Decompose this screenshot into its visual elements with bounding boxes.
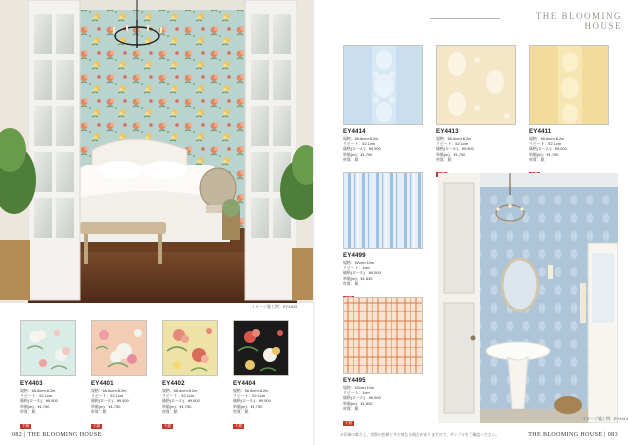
page-footer-left: 082 | THE BLOOMING HOUSE [12,432,102,438]
product-code: EY4413 [436,128,459,135]
spec-roll-price: 価格(ロール)：¥9,500 [343,146,381,152]
bathroom-photo [438,173,618,423]
spec-material: 材質：紙 [343,280,359,286]
spec-ey4403 [20,380,58,432]
floral-pattern-icon [21,321,76,376]
floral-pattern-icon [163,321,218,376]
spec-material: 材質：紙 [436,156,452,162]
spec-unit-price: 単価(m)：¥1,830 [343,400,373,406]
swatch-ey4411[interactable] [529,45,609,125]
product-code: EY4401 [91,380,114,387]
spec-unit-price: 単価(m)：¥1,750 [20,403,50,409]
damask-pattern-icon [437,46,516,125]
spec-material: 材質：紙 [343,156,359,162]
spec-size: 規格：66.6cm×8.2m [20,388,56,393]
nonflammable-badge: 不燃 [345,421,352,426]
nonflammable-badge: 不燃 [235,424,242,429]
spec-roll-price: 価格(ロール)：¥9,500 [436,146,474,152]
page-footer-right: THE BLOOMING HOUSE | 083 [528,432,618,438]
damask-pattern-icon [530,46,609,125]
product-code: EY4403 [20,380,43,387]
spec-size: 規格：66.6cm×8.2m [233,388,269,393]
floral-pattern-icon [92,321,147,376]
floral-pattern-icon [234,321,289,376]
spec-size: 規格：66.6cm×8.2m [436,136,472,141]
spec-repeat: リピート：52.1cm [343,141,376,147]
swatch-ey4414[interactable] [343,45,423,125]
spec-size: 規格：66.6cm×8.2m [529,136,565,141]
swatch-ey4499[interactable] [343,172,423,249]
swatch-ey4404[interactable] [233,320,289,376]
spec-material: 材質：紙 [233,408,249,414]
spec-unit-price: 単価(m)：¥1,750 [91,403,121,409]
nonflammable-badge: 不燃 [164,424,171,429]
swatch-ey4401[interactable] [91,320,147,376]
product-code: EY4495 [343,377,366,384]
spec-size: 規格：66.6cm×8.2m [343,136,379,141]
spec-repeat: リピート：1cm [343,390,370,396]
spec-unit-price: 単価(m)：¥1,830 [343,275,373,281]
spec-repeat: リピート：1cm [343,265,370,271]
swatch-ey4402[interactable] [162,320,218,376]
spec-size: 規格：52cm×10m [343,385,375,390]
product-code: EY4402 [162,380,185,387]
spec-material: 材質：紙 [343,405,359,411]
spec-material: 材質：紙 [20,408,36,414]
stripe-pattern-icon [344,173,423,249]
spec-unit-price: 単価(m)：¥1,750 [233,403,263,409]
bedroom-scene [0,0,315,303]
product-code: EY4411 [529,128,552,135]
spec-roll-price: 価格(ロール)：¥9,500 [162,398,200,404]
product-code: EY4499 [343,252,366,259]
swatch-ey4413[interactable] [436,45,516,125]
spec-repeat: リピート：52.1cm [529,141,562,147]
bedroom-photo [0,0,315,303]
print-disclaimer: ※印刷の都合上、実際の色柄と多少異なる場合がありますので、サンプルをご確認ください。 [340,433,500,437]
series-title: THE BLOOMING HOUSE [500,11,622,31]
check-pattern-icon [344,298,423,374]
spec-ey4495 [343,377,381,429]
room-photo-caption: イメージ施工例：EY4403 [251,304,298,309]
nonflammable-badge: 不燃 [22,424,29,429]
spec-roll-price: 価格(ロール)：¥9,500 [91,398,129,404]
swatch-ey4403[interactable] [20,320,76,376]
spec-ey4404 [233,380,271,432]
spec-ey4402 [162,380,200,432]
nonflammable-badge: 不燃 [93,424,100,429]
spec-unit-price: 単価(m)：¥1,750 [162,403,192,409]
product-code: EY4404 [233,380,256,387]
spec-unit-price: 単価(m)：¥1,750 [343,151,373,157]
spec-repeat: リピート：52.1cm [233,393,266,399]
spec-material: 材質：紙 [162,408,178,414]
swatch-ey4495[interactable] [343,297,423,374]
spec-unit-price: 単価(m)：¥1,750 [529,151,559,157]
spec-repeat: リピート：52.1cm [162,393,195,399]
product-code: EY4414 [343,128,366,135]
spec-roll-price: 価格(ロール)：¥9,500 [529,146,567,152]
damask-pattern-icon [344,46,423,125]
spec-material: 材質：紙 [91,408,107,414]
spec-roll-price: 価格(ロール)：¥9,500 [343,395,381,401]
spec-roll-price: 価格(ロール)：¥9,500 [343,270,381,276]
spec-ey4401 [91,380,129,432]
bathroom-scene [438,173,618,423]
spec-size: 規格：66.6cm×8.2m [162,388,198,393]
spec-material: 材質：紙 [529,156,545,162]
spec-roll-price: 価格(ロール)：¥9,500 [20,398,58,404]
bath-photo-caption: イメージ施工例：EY4414 [582,416,629,421]
spec-repeat: リピート：52.1cm [91,393,124,399]
spec-repeat: リピート：52.1cm [436,141,469,147]
spec-size: 規格：52cm×10m [343,260,375,265]
spec-repeat: リピート：52.1cm [20,393,53,399]
spec-unit-price: 単価(m)：¥1,750 [436,151,466,157]
spec-roll-price: 価格(ロール)：¥9,500 [233,398,271,404]
spec-size: 規格：66.6cm×8.2m [91,388,127,393]
